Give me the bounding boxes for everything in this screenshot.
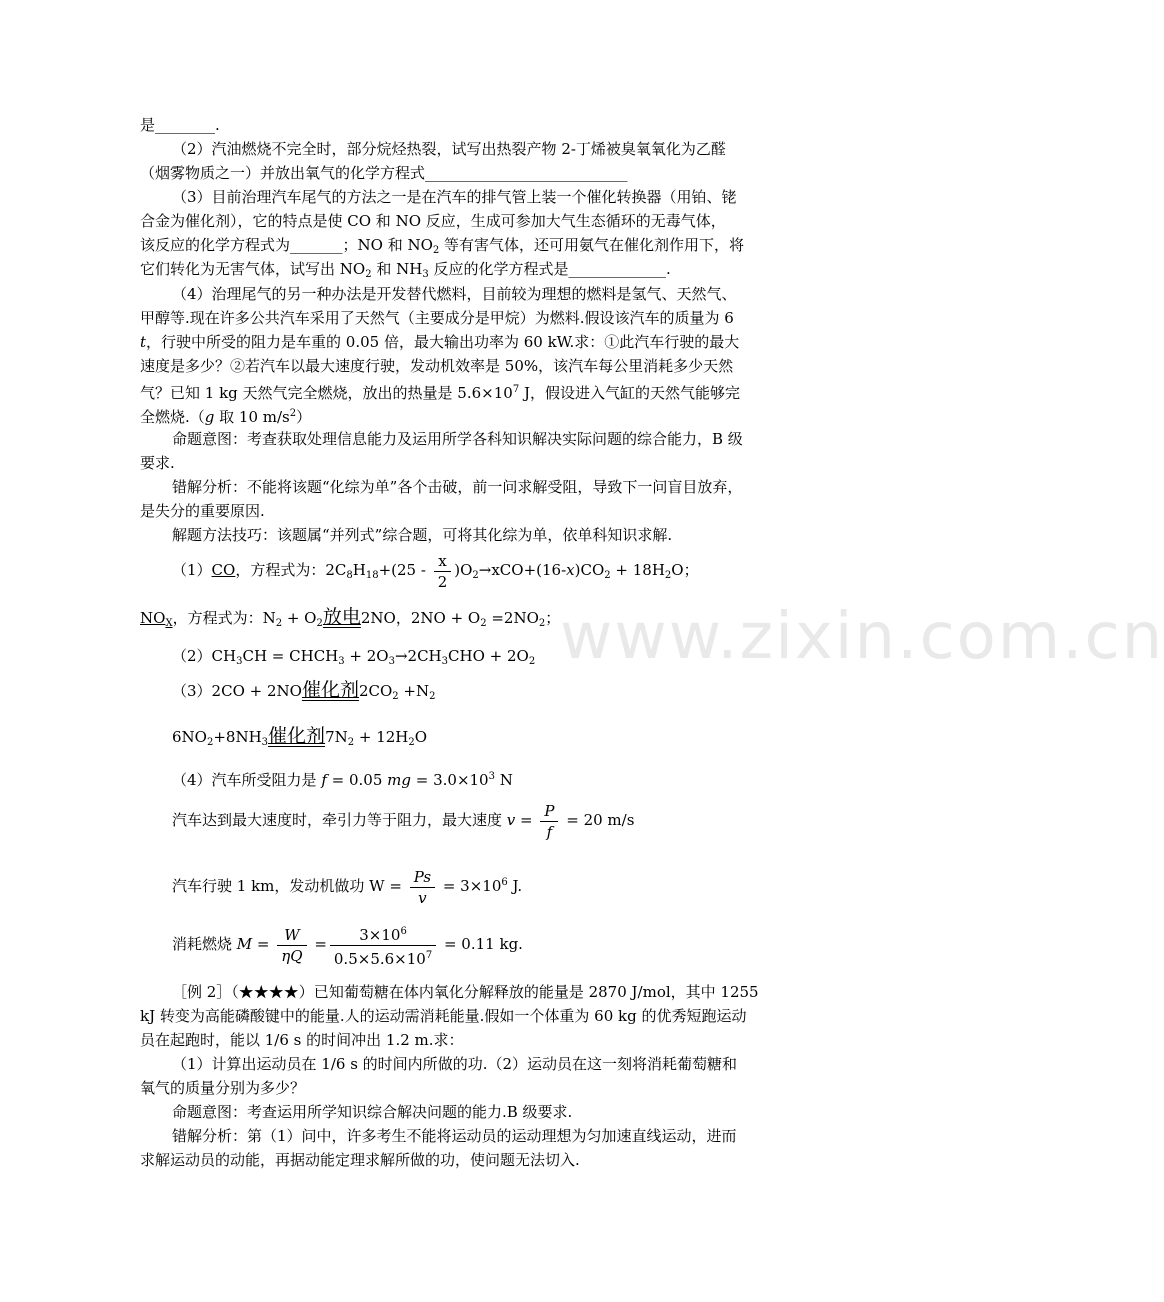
subscript: 2 [206,737,214,748]
text: +8NH [213,728,262,746]
text-line: 解题方法技巧：该题属“并列式”综合题，可将其化综为单，依单科知识求解. [172,526,673,544]
text-line: 甲醇等.现在许多公共汽车采用了天然气（主要成分是甲烷）为燃料.假设该汽车的质量为 6 [140,309,734,327]
numerator: Ps [410,867,435,888]
text-line: （烟雾物质之一）并放出氧气的化学方程式___________________________ [140,164,628,182]
text: + O [282,609,317,627]
text: + 2O [344,647,389,665]
text: = 3.0×10 [410,771,489,789]
subscript: 2 [664,570,672,581]
text: f [321,771,327,789]
equation-5 [172,725,427,754]
superscript: 7 [425,949,433,961]
text: = [309,935,327,953]
numerator [330,922,436,946]
text: H [352,561,366,579]
text: 7N [325,728,348,746]
text: CH = CHCH [242,647,339,665]
text: +(25 - [378,561,431,579]
text: + 12H [354,728,409,746]
text: O [414,728,428,746]
text: 2NO，2NO + O [360,609,481,627]
text: 消耗燃烧 [172,935,237,953]
subscript: 2 [472,570,479,581]
text: （3）2CO + 2NO [172,682,302,700]
subscript: 2 [316,618,323,629]
text: + 18H [610,561,665,579]
text-line: 命题意图：考查运用所学知识综合解决问题的能力.B 级要求. [172,1103,573,1121]
text-line: ［例 2］（★★★★）已知葡萄糖在体内氧化分解释放的能量是 2870 J/mol，其中 1255 [172,983,759,1001]
text: →xCO+(16- [478,561,567,579]
text-line: 要求. [140,454,175,472]
text: CO [211,561,236,579]
subscript: 2 [408,737,415,748]
subscript: 2 [347,737,355,748]
subscript: 2 [604,570,611,581]
text: N [494,771,513,789]
text-line: 命题意图：考查获取处理信息能力及运用所学各科知识解决实际问题的综合能力，B 级 [172,430,743,448]
text-line [140,403,311,428]
fraction [277,925,306,966]
text-line: （2）汽油燃烧不完全时，部分烷烃热裂，试写出热裂产物 2-丁烯被臭氧氧化为乙醛 [172,140,726,158]
text: 0.5×5.6×10 [333,949,426,968]
text: ，方程式为：2C [235,561,347,579]
denominator [330,946,436,969]
text: 6NO [172,728,207,746]
text: ； [545,609,561,627]
subscript: 2 [275,618,283,629]
subscript: 8 [346,570,353,581]
equation-3 [172,645,535,673]
text: （1） [172,561,212,579]
subscript: 3 [261,737,269,748]
watermark: www.zixin.com.cn [560,600,1164,674]
text: = 0.11 kg. [439,935,523,953]
text: = [515,811,538,829]
text: mg [387,771,411,789]
text: v [506,811,516,829]
text: = [252,935,275,953]
fraction [540,801,558,842]
subscript: 2 [480,618,487,629]
text: )CO [574,561,605,579]
equation-2 [140,606,560,635]
text: J. [507,877,523,895]
reaction-condition: 催化剂 [268,725,326,747]
denominator: v [418,888,427,907]
text: g [204,408,215,426]
fraction [410,867,435,908]
text-line: 是________. [140,116,220,134]
text: 等有害气体，还可用氨气在催化剂作用下，将 [439,236,745,254]
superscript: 2 [289,408,297,419]
text-line: 氧气的质量分别为多少？ [140,1079,306,1097]
equation-1 [172,550,699,596]
text: 气？已知 1 kg 天然气完全燃烧，放出的热量是 5.6×10 [140,384,513,402]
text: 汽车达到最大速度时，牵引力等于阻力，最大速度 [172,811,507,829]
text: 该反应的化学方程式为_______；NO 和 NO [140,236,433,254]
text: M [236,935,253,953]
text: 反应的化学方程式是_____________. [428,260,671,278]
denominator: f [546,822,553,841]
subscript: 3 [441,656,449,667]
text-line: kJ 转变为高能磷酸键中的能量.人的运动需消耗能量.假如一个体重为 60 kg 的优秀短跑运动 [140,1007,747,1025]
numerator: W [277,925,306,946]
subscript: 2 [429,691,436,702]
superscript: 6 [400,925,407,937]
text: t [140,333,147,351]
text-line: （3）目前治理汽车尾气的方法之一是在汽车的排气管上装一个催化转换器（用铂、铑 [172,188,737,206]
text-line [140,258,671,286]
text: ，行驶中所受的阻力是车重的 0.05 倍，最大输出功率为 60 kW.求：①此汽车行驶的最大 [146,333,740,351]
subscript: 2 [528,656,536,667]
fraction [434,551,452,592]
subscript: 18 [365,570,379,581]
text: CHO + 2O [448,647,529,665]
text: 3×10 [359,925,401,944]
text-line: 是失分的重要原因. [140,502,265,520]
text: +N [398,682,430,700]
denominator: ηQ [281,946,303,965]
text: x [566,561,575,579]
text: 它们转化为无害气体，试写出 NO [140,260,366,278]
equation-9 [172,920,523,969]
text: ，方程式为：N [172,609,276,627]
text: =2NO [486,609,539,627]
reaction-condition: 放电 [322,606,361,628]
subscript: 3 [388,656,395,667]
reaction-condition: 催化剂 [301,679,359,701]
numerator: P [540,801,558,822]
subscript: 2 [392,691,399,702]
text-line: 速度是多少？②若汽车以最大速度行驶，发动机效率是 50%，该汽车每公里消耗多少天然 [140,357,734,375]
superscript: 7 [512,384,520,395]
text: NO [140,609,166,627]
text: J，假设进入气缸的天然气能够完 [519,384,740,402]
text: 和 NH [371,260,423,278]
text-line: 求解运动员的动能，再据动能定理求解所做的功，使问题无法切入. [140,1151,580,1169]
text: 取 10 m/s [214,408,290,426]
text-line [140,379,740,404]
text-line [140,331,739,353]
text: 全燃烧.（ [140,408,205,426]
subscript: X [165,618,173,629]
subscript: 3 [236,656,243,667]
equation-7 [172,797,634,843]
subscript: 2 [538,618,546,629]
text: （2）CH [172,647,237,665]
text: = 20 m/s [561,811,635,829]
numerator: x [434,551,452,572]
text: →2CH [394,647,442,665]
equation-4 [172,679,436,708]
subscript: 3 [422,269,429,280]
text: = 3×10 [438,877,502,895]
fraction [330,922,436,969]
subscript: 2 [365,269,372,280]
text: 汽车行驶 1 km，发动机做功 W = [172,877,407,895]
equation-8 [172,860,522,909]
text-line: 错解分析：第（1）问中，许多考生不能将运动员的运动理想为匀加速直线运动，进而 [172,1127,737,1145]
equation-6 [172,766,513,791]
text-line: 员在起跑时，能以 1/6 s 的时间冲出 1.2 m.求： [140,1031,464,1049]
superscript: 3 [488,771,495,782]
text: （4）汽车所受阻力是 [172,771,322,789]
text-line: （4）治理尾气的另一种办法是开发替代燃料，目前较为理想的燃料是氢气、天然气、 [172,285,737,303]
text-line: 错解分析：不能将该题“化综为单”各个击破，前一问求解受阻，导致下一问盲目放弃， [172,478,743,496]
text: )O [454,561,473,579]
superscript: 6 [501,877,508,888]
text: = 0.05 [326,771,388,789]
text: ） [296,408,312,426]
subscript: 2 [432,245,440,256]
text-line: （1）计算出运动员在 1/6 s 的时间内所做的功.（2）运动员在这一刻将消耗葡萄糖和 [172,1055,738,1073]
subscript: 3 [338,656,345,667]
denominator: 2 [437,572,448,591]
text-line: 合金为催化剂），它的特点是使 CO 和 NO 反应，生成可参加大气生态循环的无毒气体， [140,212,726,230]
text: O； [671,561,699,579]
text: 2CO [358,682,393,700]
